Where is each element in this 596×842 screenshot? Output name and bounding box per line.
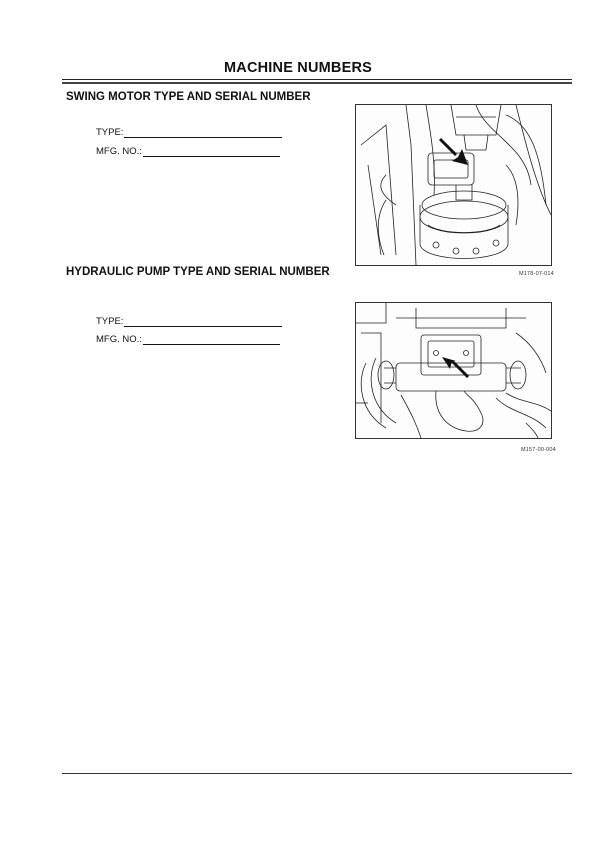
section-title-hydraulic-pump: HYDRAULIC PUMP TYPE AND SERIAL NUMBER [66, 266, 330, 278]
swing-motor-illustration [356, 105, 551, 265]
hydraulic-pump-type-field[interactable] [96, 316, 282, 327]
mfg-no-entry-line[interactable] [143, 147, 280, 157]
section-title-swing-motor: SWING MOTOR TYPE AND SERIAL NUMBER [66, 91, 311, 103]
hydraulic-pump-figure-code: M157-00-004 [521, 447, 556, 453]
mfg-no-label: MFG. NO.: [96, 334, 142, 345]
type-entry-line[interactable] [124, 128, 282, 138]
header-rule-thick [62, 82, 572, 84]
hydraulic-pump-mfg-field[interactable] [96, 334, 280, 345]
header-rule [62, 79, 572, 80]
swing-motor-mfg-field[interactable] [96, 146, 280, 157]
mfg-no-entry-line[interactable] [143, 335, 280, 345]
hydraulic-pump-figure [355, 302, 552, 439]
type-entry-line[interactable] [124, 317, 282, 327]
swing-motor-figure-code: M178-07-014 [519, 271, 554, 277]
swing-motor-type-field[interactable] [96, 127, 282, 138]
hydraulic-pump-illustration [356, 303, 551, 438]
page-title: MACHINE NUMBERS [224, 60, 372, 76]
type-label: TYPE: [96, 127, 124, 138]
type-label: TYPE: [96, 316, 124, 327]
footer-rule [62, 773, 572, 774]
mfg-no-label: MFG. NO.: [96, 146, 142, 157]
swing-motor-figure [355, 104, 552, 266]
